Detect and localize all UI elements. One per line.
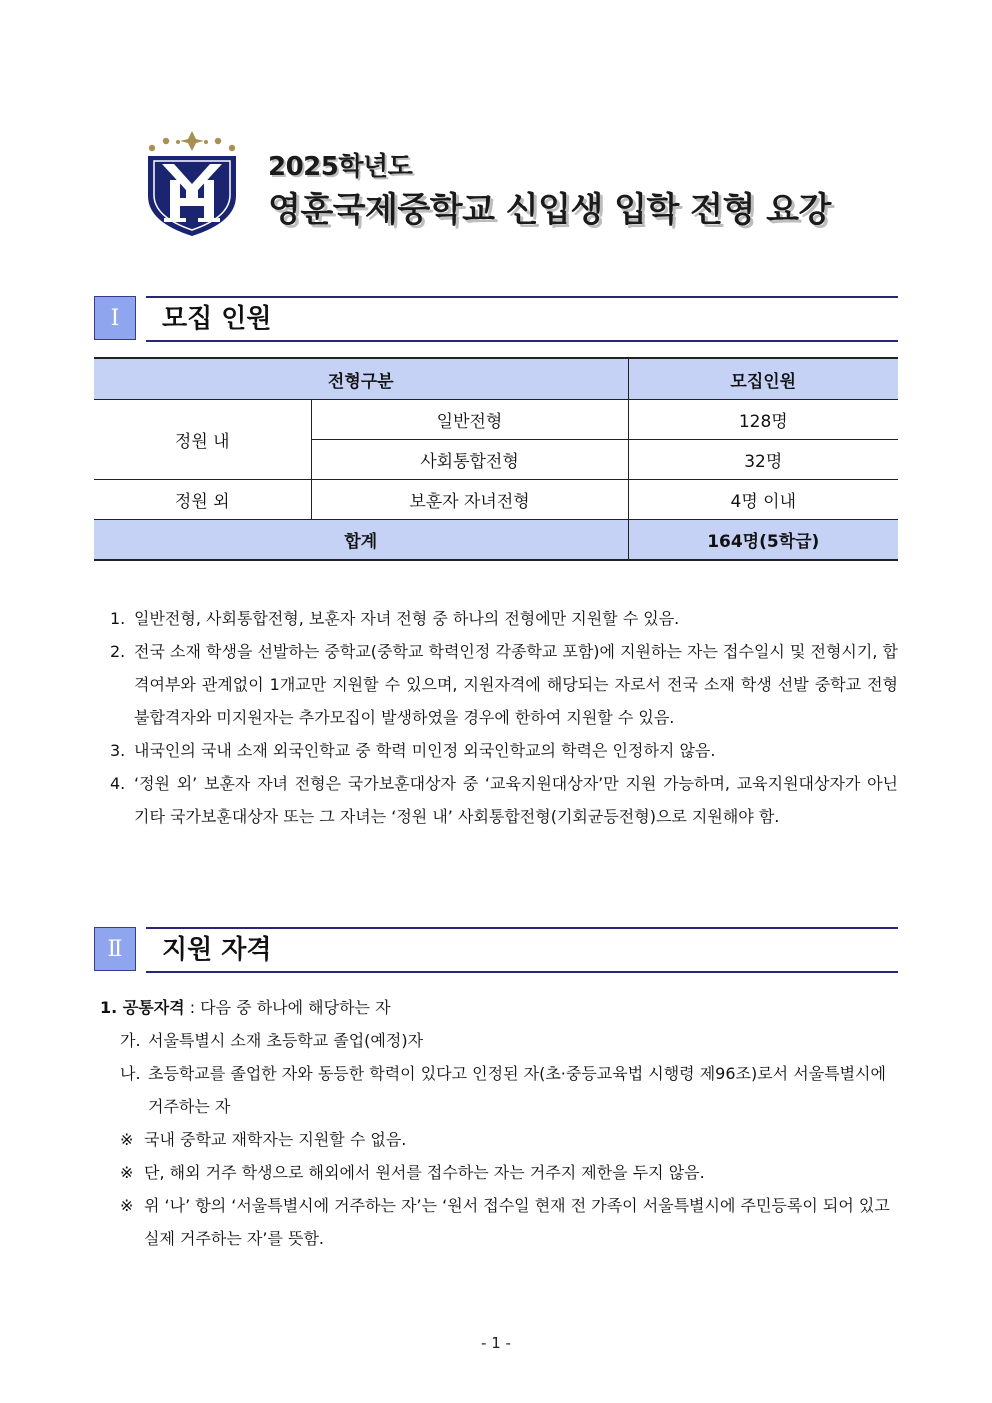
remark-symbol: ※ — [120, 1163, 134, 1182]
list-item — [100, 1024, 900, 1057]
table-total-row — [94, 520, 898, 561]
list-item — [110, 767, 898, 833]
section-2-bottom-rule — [146, 971, 898, 973]
section-1-number: Ⅰ — [94, 296, 136, 340]
list-item — [100, 1189, 900, 1255]
note-number: 3. — [110, 741, 126, 760]
table-cell-count: 32명 — [628, 440, 898, 480]
note-number: 4. — [110, 774, 126, 793]
school-emblem-icon — [144, 130, 240, 238]
note-number: 2. — [110, 642, 126, 661]
item-label: 가. — [120, 1031, 141, 1050]
qualification-heading-label: 1. 공통자격 — [100, 998, 185, 1017]
remark-text: 위 ‘나’ 항의 ‘서울특별시에 거주하는 자’는 ‘원서 접수일 현재 전 가족이 서울특별시에 주민등록이 되어 있고 실제 거주하는 자’를 뜻함. — [144, 1196, 890, 1248]
table-cell-count: 4명 이내 — [628, 480, 898, 520]
section-2-title: 지원 자격 — [162, 935, 272, 965]
note-text: ‘정원 외’ 보훈자 자녀 전형은 국가보훈대상자 중 ‘교육지원대상자’만 지원 가능하며, 교육지원대상자가 아닌 기타 국가보훈대상자 또는 그 자녀는 ‘정원 내’ 사회통합전형(기회균등전형)으로 지원해야 함. — [134, 774, 898, 826]
remark-symbol: ※ — [120, 1130, 134, 1149]
recruitment-table — [94, 357, 898, 561]
list-item — [110, 635, 898, 734]
note-text: 전국 소재 학생을 선발하는 중학교(중학교 학력인정 각종학교 포함)에 지원하는 자는 접수일시 및 전형시기, 합격여부와 관계없이 1개교만 지원할 수 있으며, 지원자격에 해당되는 자로서 전국 소재 학생 선발 중학교 전형 불합격자와 미지원자는 추가모집이 발생하였을 경우에 한하여 지원할 수 있음. — [134, 642, 898, 727]
item-text: 초등학교를 졸업한 자와 동등한 학력이 있다고 인정된 자(초·중등교육법 시행령 제96조)로서 서울특별시에 거주하는 자 — [148, 1064, 886, 1116]
table-cell-group: 정원 외 — [94, 480, 311, 520]
section-1-bottom-rule — [146, 340, 898, 342]
table-header-row — [94, 358, 898, 400]
section-2-top-rule — [146, 927, 898, 929]
section-1-top-rule — [146, 296, 898, 298]
table-header-category: 전형구분 — [94, 358, 628, 400]
remark-text: 국내 중학교 재학자는 지원할 수 없음. — [144, 1130, 407, 1149]
list-item — [100, 1156, 900, 1189]
table-row — [94, 400, 898, 440]
table-cell-type: 보훈자 자녀전형 — [311, 480, 628, 520]
section-1-title: 모집 인원 — [162, 304, 272, 334]
section-1-heading — [94, 296, 898, 344]
table-cell-type: 사회통합전형 — [311, 440, 628, 480]
document-header — [144, 130, 904, 240]
note-text: 내국인의 국내 소재 외국인학교 중 학력 미인정 외국인학교의 학력은 인정하지 않음. — [134, 741, 716, 760]
table-header-count: 모집인원 — [628, 358, 898, 400]
item-label: 나. — [120, 1064, 141, 1083]
table-total-label: 합계 — [94, 520, 628, 561]
qualification-heading-text: : 다음 중 하나에 해당하는 자 — [184, 998, 391, 1017]
list-item — [100, 1123, 900, 1156]
table-total-value: 164명(5학급) — [628, 520, 898, 561]
section-2-body — [100, 991, 900, 1255]
note-number: 1. — [110, 609, 126, 628]
note-text: 일반전형, 사회통합전형, 보훈자 자녀 전형 중 하나의 전형에만 지원할 수 있음. — [134, 609, 680, 628]
remark-symbol: ※ — [120, 1196, 134, 1215]
list-item — [110, 602, 898, 635]
school-year-title: 2025학년도 — [268, 152, 413, 182]
section-1-notes — [110, 602, 898, 833]
section-2-number: Ⅱ — [94, 927, 136, 971]
remark-text: 단, 해외 거주 학생으로 해외에서 원서를 접수하는 자는 거주지 제한을 두지 않음. — [144, 1163, 705, 1182]
qualification-heading — [100, 991, 900, 1024]
table-row — [94, 480, 898, 520]
table-cell-count: 128명 — [628, 400, 898, 440]
table-cell-type: 일반전형 — [311, 400, 628, 440]
list-item — [100, 1057, 900, 1123]
document-title: 영훈국제중학교 신입생 입학 전형 요강 — [268, 190, 831, 230]
section-2-heading — [94, 927, 898, 975]
item-text: 서울특별시 소재 초등학교 졸업(예정)자 — [148, 1031, 424, 1050]
page-number: - 1 - — [481, 1334, 511, 1352]
table-cell-group: 정원 내 — [94, 400, 311, 480]
list-item — [110, 734, 898, 767]
